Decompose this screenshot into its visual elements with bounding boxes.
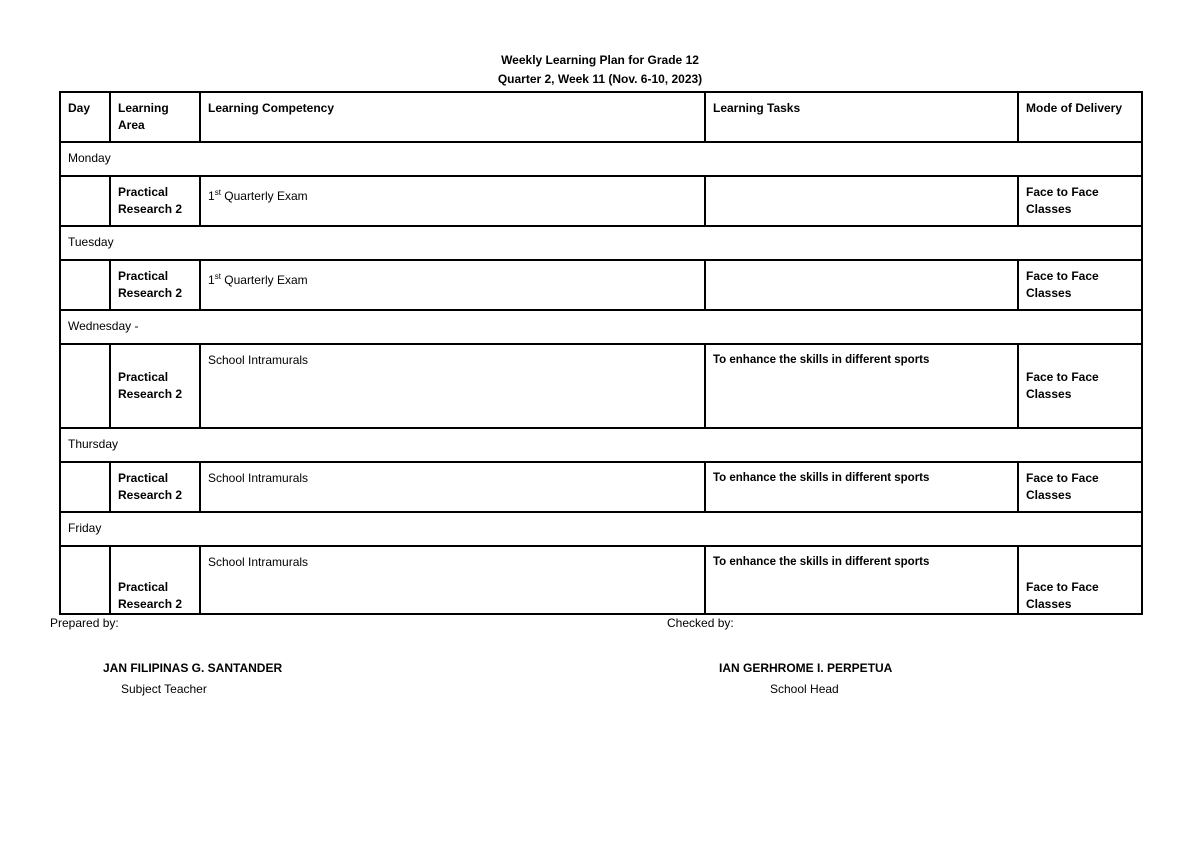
day-cell	[60, 546, 110, 614]
table-row	[60, 462, 1142, 512]
day-label: Wednesday -	[60, 310, 1142, 344]
day-label: Tuesday	[60, 226, 1142, 260]
learning-tasks-cell	[705, 260, 1018, 310]
learning-competency-cell: School Intramurals	[200, 546, 705, 614]
prepared-by-label: Prepared by:	[50, 616, 119, 630]
learning-tasks-cell: To enhance the skills in different sports	[705, 462, 1018, 512]
learning-tasks-cell: To enhance the skills in different sports	[705, 546, 1018, 614]
mode-of-delivery-cell: Face to Face Classes	[1018, 260, 1142, 310]
mode-of-delivery-cell: Face to Face Classes	[1018, 546, 1142, 614]
mode-of-delivery-cell: Face to Face Classes	[1018, 344, 1142, 428]
checked-by-name: IAN GERHROME I. PERPETUA	[719, 661, 893, 675]
learning-tasks-cell	[705, 176, 1018, 226]
day-label: Monday	[60, 142, 1142, 176]
learning-competency-cell: School Intramurals	[200, 462, 705, 512]
learning-competency-cell: School Intramurals	[200, 344, 705, 428]
table-header-row	[60, 92, 1142, 142]
learning-area-cell: Practical Research 2	[110, 462, 200, 512]
day-cell	[60, 462, 110, 512]
header-learning-competency: Learning Competency	[200, 92, 705, 142]
header-mode-of-delivery: Mode of Delivery	[1018, 92, 1142, 142]
day-row-monday	[60, 142, 1142, 176]
table-row	[60, 546, 1142, 614]
learning-competency-cell: 1st Quarterly Exam	[200, 176, 705, 226]
checked-by-label: Checked by:	[667, 616, 734, 630]
learning-plan-table	[59, 91, 1143, 615]
document-title: Weekly Learning Plan for Grade 12	[501, 53, 699, 67]
header-day: Day	[60, 92, 110, 142]
table-row	[60, 344, 1142, 428]
day-label: Thursday	[60, 428, 1142, 462]
learning-tasks-cell: To enhance the skills in different sports	[705, 344, 1018, 428]
learning-competency-cell: 1st Quarterly Exam	[200, 260, 705, 310]
table-row	[60, 176, 1142, 226]
day-cell	[60, 344, 110, 428]
table-row	[60, 260, 1142, 310]
day-row-thursday	[60, 428, 1142, 462]
learning-area-cell: Practical Research 2	[110, 260, 200, 310]
day-row-tuesday	[60, 226, 1142, 260]
learning-area-cell: Practical Research 2	[110, 176, 200, 226]
learning-area-cell: Practical Research 2	[110, 344, 200, 428]
prepared-by-name: JAN FILIPINAS G. SANTANDER	[103, 661, 283, 675]
prepared-by-role: Subject Teacher	[121, 682, 207, 696]
document-subtitle: Quarter 2, Week 11 (Nov. 6-10, 2023)	[497, 72, 703, 86]
mode-of-delivery-cell: Face to Face Classes	[1018, 176, 1142, 226]
header-learning-area: Learning Area	[110, 92, 200, 142]
header-learning-tasks: Learning Tasks	[705, 92, 1018, 142]
day-cell	[60, 260, 110, 310]
mode-of-delivery-cell: Face to Face Classes	[1018, 462, 1142, 512]
day-row-friday	[60, 512, 1142, 546]
day-row-wednesday	[60, 310, 1142, 344]
day-cell	[60, 176, 110, 226]
day-label: Friday	[60, 512, 1142, 546]
learning-area-cell: Practical Research 2	[110, 546, 200, 614]
checked-by-role: School Head	[770, 682, 839, 696]
